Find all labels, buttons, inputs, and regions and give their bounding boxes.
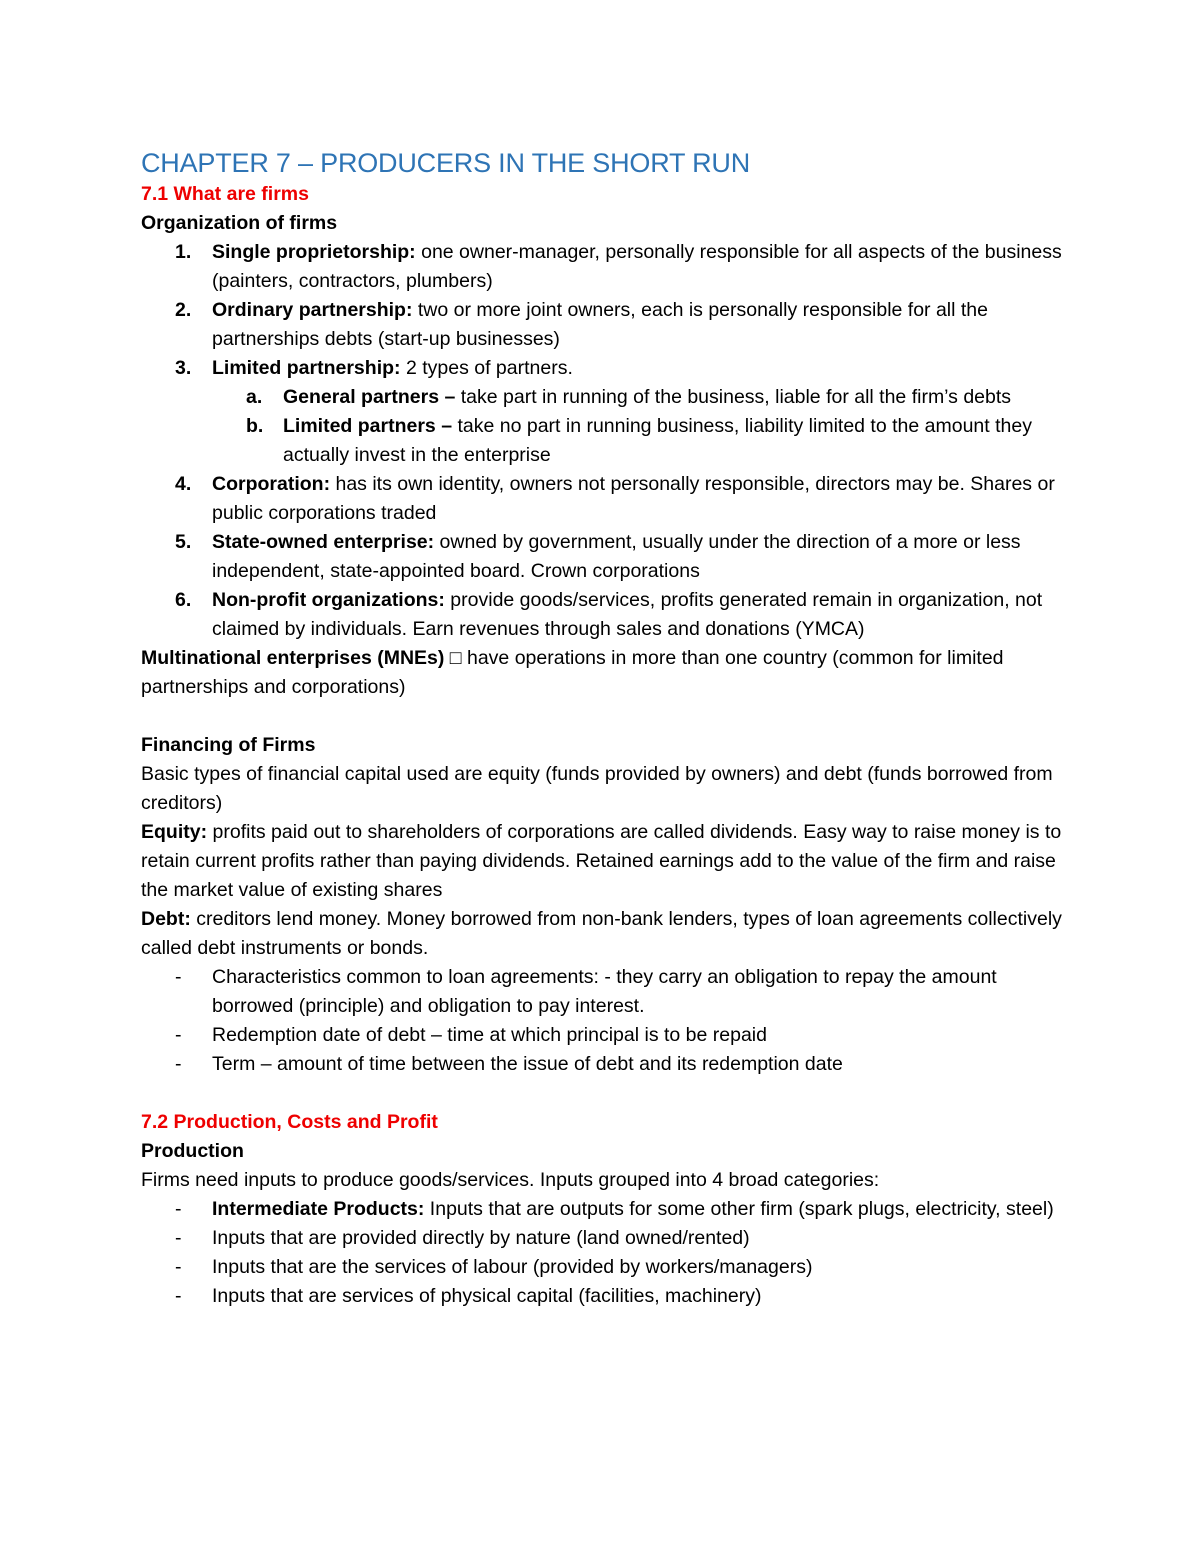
term: Debt: bbox=[141, 908, 191, 930]
financing-intro: Basic types of financial capital used are equity (funds provided by owners) and debt (funds borrowed from creditors) bbox=[141, 763, 1053, 814]
bullet-item bbox=[141, 1224, 1071, 1253]
section-heading-7-1: 7.1 What are firms bbox=[141, 183, 309, 205]
chapter-title: CHAPTER 7 – PRODUCERS IN THE SHORT RUN bbox=[141, 148, 751, 178]
debt-paragraph bbox=[141, 905, 1071, 963]
list-item bbox=[141, 528, 1071, 586]
definition: has its own identity, owners not personally responsible, directors may be. Shares or public corporations traded bbox=[212, 473, 1055, 524]
definition: provide goods/services, profits generated remain in organization, not claimed by individuals. Earn revenues through sales and donations (YMCA) bbox=[212, 589, 1043, 640]
list-number: 4. bbox=[175, 473, 192, 495]
blank-line bbox=[141, 1079, 1071, 1108]
bullet-text: Redemption date of debt – time at which principal is to be repaid bbox=[212, 1024, 767, 1046]
list-number: 6. bbox=[175, 589, 192, 611]
bullet-text: Inputs that are outputs for some other firm (spark plugs, electricity, steel) bbox=[424, 1198, 1054, 1220]
definition: one owner-manager, personally responsible for all aspects of the business (painters, contractors, plumbers) bbox=[212, 241, 1062, 292]
term: Corporation: bbox=[212, 473, 331, 495]
equity-paragraph bbox=[141, 818, 1071, 905]
bullet-item bbox=[141, 963, 1071, 1021]
list-item bbox=[141, 354, 1071, 383]
term: Limited partners – bbox=[283, 415, 453, 437]
term: Limited partnership: bbox=[212, 357, 401, 379]
definition: profits paid out to shareholders of corporations are called dividends. Easy way to raise money is to retain current profits rather than paying dividends. Retained earnings add to the value of the firm and raise the market value of existing shares bbox=[141, 821, 1062, 901]
dash-bullet: - bbox=[175, 1198, 182, 1220]
definition: take no part in running business, liability limited to the amount they actually invest in the enterprise bbox=[283, 415, 1032, 466]
bullet-item bbox=[141, 1050, 1071, 1079]
term: General partners – bbox=[283, 386, 456, 408]
bullet-text: Characteristics common to loan agreements: - they carry an obligation to repay the amount borrowed (principle) and obligation to pay interest. bbox=[212, 966, 997, 1017]
list-letter: a. bbox=[246, 386, 263, 408]
bullet-item bbox=[141, 1282, 1071, 1311]
list-number: 3. bbox=[175, 357, 192, 379]
term: Intermediate Products: bbox=[212, 1198, 425, 1220]
definition: creditors lend money. Money borrowed from non-bank lenders, types of loan agreements collectively called debt instruments or bonds. bbox=[141, 908, 1062, 959]
section-heading-7-2: 7.2 Production, Costs and Profit bbox=[141, 1111, 438, 1133]
bullet-text: Inputs that are services of physical capital (facilities, machinery) bbox=[212, 1285, 762, 1307]
bullet-item bbox=[141, 1195, 1071, 1224]
subheading-production: Production bbox=[141, 1140, 244, 1162]
definition: two or more joint owners, each is personally responsible for all the partnerships debts (start-up businesses) bbox=[212, 299, 988, 350]
list-number: 2. bbox=[175, 299, 192, 321]
sub-list-item bbox=[141, 383, 1071, 412]
dash-bullet: - bbox=[175, 1024, 182, 1046]
list-letter: b. bbox=[246, 415, 264, 437]
term: Ordinary partnership: bbox=[212, 299, 413, 321]
list-item bbox=[141, 470, 1071, 528]
bullet-text: Term – amount of time between the issue of debt and its redemption date bbox=[212, 1053, 843, 1075]
term: Equity: bbox=[141, 821, 208, 843]
dash-bullet: - bbox=[175, 1227, 182, 1249]
bullet-text: Inputs that are provided directly by nature (land owned/rented) bbox=[212, 1227, 750, 1249]
definition: take part in running of the business, liable for all the firm’s debts bbox=[455, 386, 1012, 408]
bullet-text: Inputs that are the services of labour (provided by workers/managers) bbox=[212, 1256, 813, 1278]
definition: 2 types of partners. bbox=[400, 357, 573, 379]
list-item bbox=[141, 296, 1071, 354]
definition: owned by government, usually under the direction of a more or less independent, state-appointed board. Crown corporations bbox=[212, 531, 1021, 582]
dash-bullet: - bbox=[175, 1053, 182, 1075]
mne-paragraph bbox=[141, 644, 1071, 702]
term: State-owned enterprise: bbox=[212, 531, 435, 553]
bullet-item bbox=[141, 1253, 1071, 1282]
list-number: 1. bbox=[175, 241, 192, 263]
list-number: 5. bbox=[175, 531, 192, 553]
production-intro: Firms need inputs to produce goods/services. Inputs grouped into 4 broad categories: bbox=[141, 1169, 880, 1191]
definition: □ have operations in more than one country (common for limited partnerships and corporations) bbox=[141, 647, 1004, 698]
term: Single proprietorship: bbox=[212, 241, 416, 263]
blank-line bbox=[141, 702, 1071, 731]
list-item bbox=[141, 586, 1071, 644]
document-content bbox=[141, 146, 1071, 1311]
dash-bullet: - bbox=[175, 1256, 182, 1278]
list-item bbox=[141, 238, 1071, 296]
subheading-organization: Organization of firms bbox=[141, 212, 338, 234]
sub-list-item bbox=[141, 412, 1071, 470]
bullet-item bbox=[141, 1021, 1071, 1050]
subheading-financing: Financing of Firms bbox=[141, 734, 316, 756]
term: Non-profit organizations: bbox=[212, 589, 445, 611]
term: Multinational enterprises (MNEs) bbox=[141, 647, 445, 669]
dash-bullet: - bbox=[175, 966, 182, 988]
dash-bullet: - bbox=[175, 1285, 182, 1307]
